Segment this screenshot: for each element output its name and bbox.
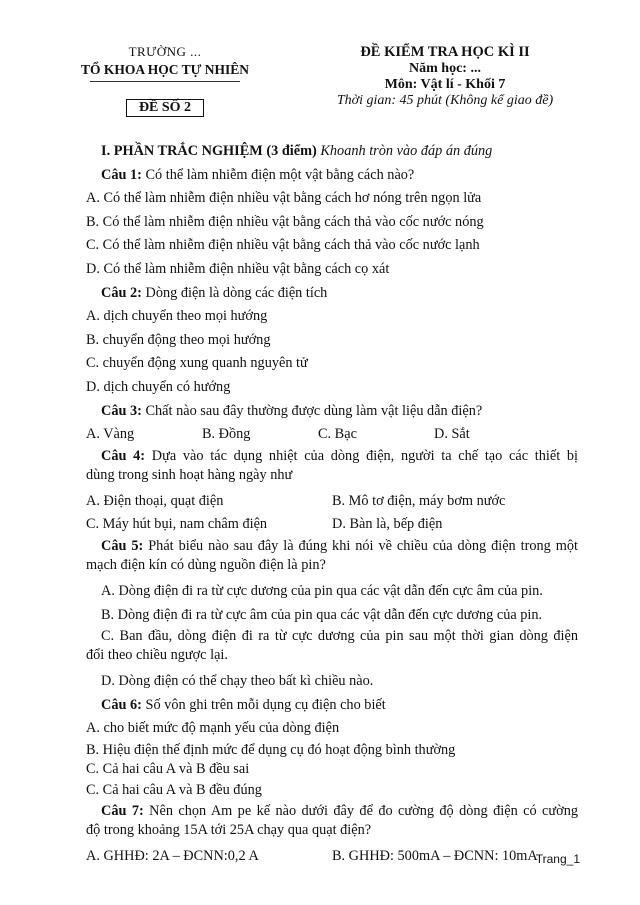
option-c-line2: đổi theo chiều ngược lại. <box>86 647 228 664</box>
option-b: B. GHHĐ: 500mA – ĐCNN: 10mA <box>332 848 538 865</box>
option-a: A. cho biết mức độ mạnh yếu của dòng điện <box>86 720 340 737</box>
option-c: C. Có thể làm nhiễm điện nhiều vật bằng cách thả vào cốc nước lạnh <box>86 237 480 254</box>
question-label: Câu 6: <box>101 696 142 713</box>
time-line: Thời gian: 45 phút (Không kể giao đề) <box>336 93 554 108</box>
question-label: Câu 3: <box>101 402 142 419</box>
option-c: C. Bạc <box>318 426 357 443</box>
school-name: TRƯỜNG ... <box>128 44 202 59</box>
school-year: Năm học: ... <box>409 61 481 76</box>
option-d: D. Sắt <box>434 426 470 443</box>
question-text-line1: Dựa vào tác dụng nhiệt của dòng điện, người ta chế tạo các thiết bị <box>151 447 578 464</box>
question-text: Dòng điện là dòng các điện tích <box>145 284 328 301</box>
question-7 <box>86 802 578 821</box>
option-a: A. GHHĐ: 2A – ĐCNN:0,2 A <box>86 848 259 865</box>
option-d: D. Có thể làm nhiễm điện nhiều vật bằng cách cọ xát <box>86 260 390 277</box>
option-a: A. Dòng điện đi ra từ cực dương của pin qua các vật dẫn đến cực âm của pin. <box>101 582 543 599</box>
question-2 <box>86 282 578 306</box>
option-c: C. Máy hút bụi, nam châm điện <box>86 516 268 533</box>
section-heading <box>86 140 578 164</box>
option-b: B. Đồng <box>202 426 251 443</box>
section-note: Khoanh tròn vào đáp án đúng <box>320 143 493 159</box>
page-number: Trang_1 <box>535 852 580 866</box>
option-a: A. dịch chuyển theo mọi hướng <box>86 308 268 325</box>
question-text: Số vôn ghi trên mỗi dụng cụ điện cho biết <box>145 696 386 713</box>
options-row <box>86 423 578 447</box>
question-text-line2: dùng trong sinh hoạt hàng ngày như <box>86 466 293 483</box>
option-c-line1: C. Ban đầu, dòng điện đi ra từ cực dương của pin sau một thời gian dòng điện <box>101 628 578 645</box>
exam-title: ĐỀ KIỂM TRA HỌC KÌ II <box>360 44 530 60</box>
question-label: Câu 7: <box>101 803 144 820</box>
question-1 <box>86 164 578 188</box>
exam-code-box: ĐỀ SỐ 2 <box>126 99 204 117</box>
question-text-line2: độ trong khoảng 15A tới 25A chạy qua quạt điện? <box>86 822 372 839</box>
option-a: A. Có thể làm nhiễm điện nhiều vật bằng cách hơ nóng trên ngọn lửa <box>86 190 482 207</box>
option-b: B. chuyển động theo mọi hướng <box>86 331 271 348</box>
option-d: C. Cả hai câu A và B đều đúng <box>86 781 262 798</box>
question-4 <box>86 447 578 466</box>
question-label: Câu 2: <box>101 284 142 301</box>
department-name: TỔ KHOA HỌC TỰ NHIÊN <box>80 62 250 77</box>
question-label: Câu 4: <box>101 447 146 464</box>
option-d: D. Dòng điện có thể chạy theo bất kì chiều nào. <box>101 673 374 690</box>
option-d: D. dịch chuyển có hướng <box>86 378 231 395</box>
question-text: Có thể làm nhiễm điện một vật bằng cách nào? <box>145 166 415 183</box>
question-text: Chất nào sau đây thường được dùng làm vật liệu dẫn điện? <box>145 402 483 419</box>
options-row <box>86 513 578 537</box>
exam-header <box>300 44 590 109</box>
department-underline <box>90 81 240 82</box>
option-b: B. Dòng điện đi ra từ cực âm của pin qua các vật dẫn đến cực dương của pin. <box>101 606 543 623</box>
option-b: B. Mô tơ điện, máy bơm nước <box>332 492 506 509</box>
option-b: B. Hiệu điện thế định mức để dụng cụ đó hoạt động bình thường <box>86 741 456 758</box>
question-5 <box>86 537 578 556</box>
question-text-line1: Phát biểu nào sau đây là đúng khi nói về chiều của dòng điện trong một <box>148 537 578 554</box>
question-label: Câu 1: <box>101 166 142 183</box>
subject-line: Môn: Vật lí - Khối 7 <box>384 77 506 92</box>
question-6 <box>86 694 578 718</box>
option-c: C. chuyển động xung quanh nguyên tử <box>86 355 308 372</box>
option-c: C. Cả hai câu A và B đều sai <box>86 760 250 777</box>
question-text-line1: Nên chọn Am pe kế nào dưới đây để đo cường độ dòng điện có cường <box>149 803 578 820</box>
option-d: D. Bàn là, bếp điện <box>332 516 443 533</box>
question-text-line2: mạch điện kín có dùng nguồn điện là pin? <box>86 556 326 573</box>
options-row <box>86 490 578 514</box>
question-label: Câu 5: <box>101 537 144 554</box>
school-header <box>70 44 260 117</box>
option-a: A. Vàng <box>86 426 135 443</box>
exam-body <box>86 140 578 869</box>
section-title: I. PHẦN TRẮC NGHIỆM (3 điểm) <box>101 143 317 159</box>
option-b: B. Có thể làm nhiễm điện nhiều vật bằng cách thả vào cốc nước nóng <box>86 213 484 230</box>
options-row <box>86 845 578 869</box>
question-3 <box>86 400 578 424</box>
option-a: A. Điện thoại, quạt điện <box>86 492 224 509</box>
